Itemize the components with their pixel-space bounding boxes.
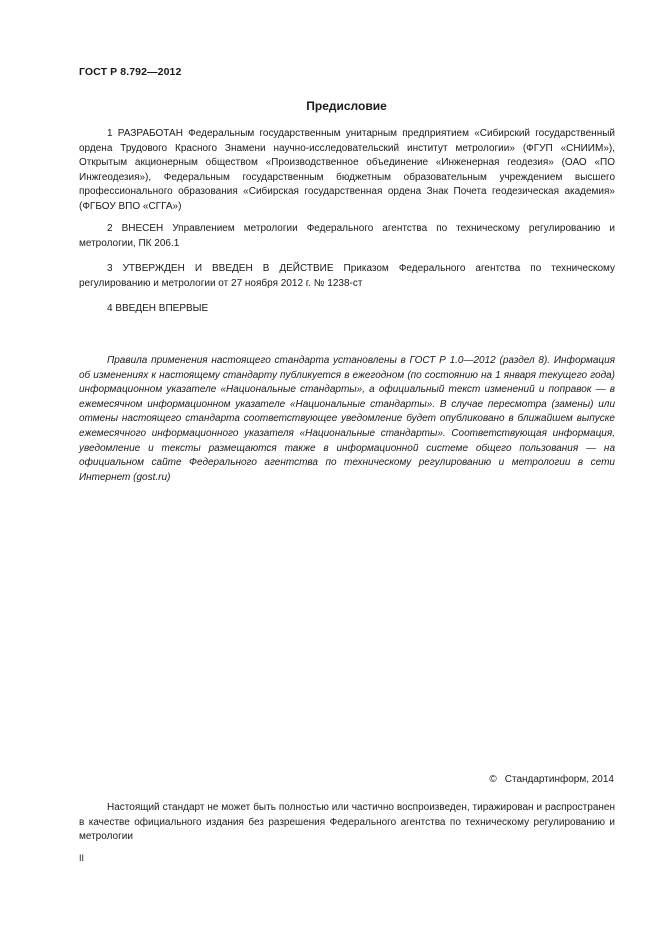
paragraph-introduced-by: 2 ВНЕСЕН Управлением метрологии Федерального агентства по техническому регулированию и метрологии, ПК 206.1 <box>79 223 615 249</box>
paragraph-developed-by: 1 РАЗРАБОТАН Федеральным государственным унитарным предприятием «Сибирский государственный ордена Трудового Красного Знамени научно-исследовательский институт метрологии» (ФГУП «СНИИМ»), Открытым акционерным обществом «Производственное объединение «Инженерная геодезия» (ОАО «ПО Инжгеодезия»), Федеральным государственным бюджетным образовательным учреждением высшего профессионального образования «Сибирская государственная ордена Знак Почета геодезическая академия» (ФГБОУ ВПО «СГГА») <box>79 128 615 212</box>
application-notice: Правила применения настоящего стандарта установлены в ГОСТ Р 1.0—2012 (раздел 8). Информация об изменениях к настоящему стандарту публикуется в ежегодном (по состоянию на 1 января текущего года) информационном указателе «Национальные стандарты», а официальный текст изменений и поправок — в ежемесячном информационном указателе «Национальные стандарты». В случае пересмотра (замены) или отмены настоящего стандарта соответствующее уведомление будет опубликовано в ближайшем выпуске ежемесячного информационного указателя «Национальные стандарты». Соответствующая информация, уведомление и тексты размещаются также в информационной системе общего пользования — на официальном сайте Федерального агентства по техническому регулированию и метрологии в сети Интернет (gost.ru) <box>79 355 615 483</box>
paragraph-approved: 3 УТВЕРЖДЕН И ВВЕДЕН В ДЕЙСТВИЕ Приказом Федерального агентства по техническому регулированию и метрологии от 27 ноября 2012 г. № 1238-ст <box>79 263 615 289</box>
page-title: Предисловие <box>306 99 387 113</box>
copyright-line <box>489 774 614 785</box>
document-code: ГОСТ Р 8.792—2012 <box>79 66 182 78</box>
paragraph-first-introduced: 4 ВВЕДЕН ВПЕРВЫЕ <box>107 303 209 314</box>
page-number: II <box>79 853 85 863</box>
copyright-icon: © <box>489 774 497 785</box>
reproduction-notice: Настоящий стандарт не может быть полностью или частично воспроизведен, тиражирован и распространен в качестве официального издания без разрешения Федерального агентства по техническому регулированию и метрологии <box>79 802 615 843</box>
copyright-text: Стандартинформ, 2014 <box>504 774 614 785</box>
